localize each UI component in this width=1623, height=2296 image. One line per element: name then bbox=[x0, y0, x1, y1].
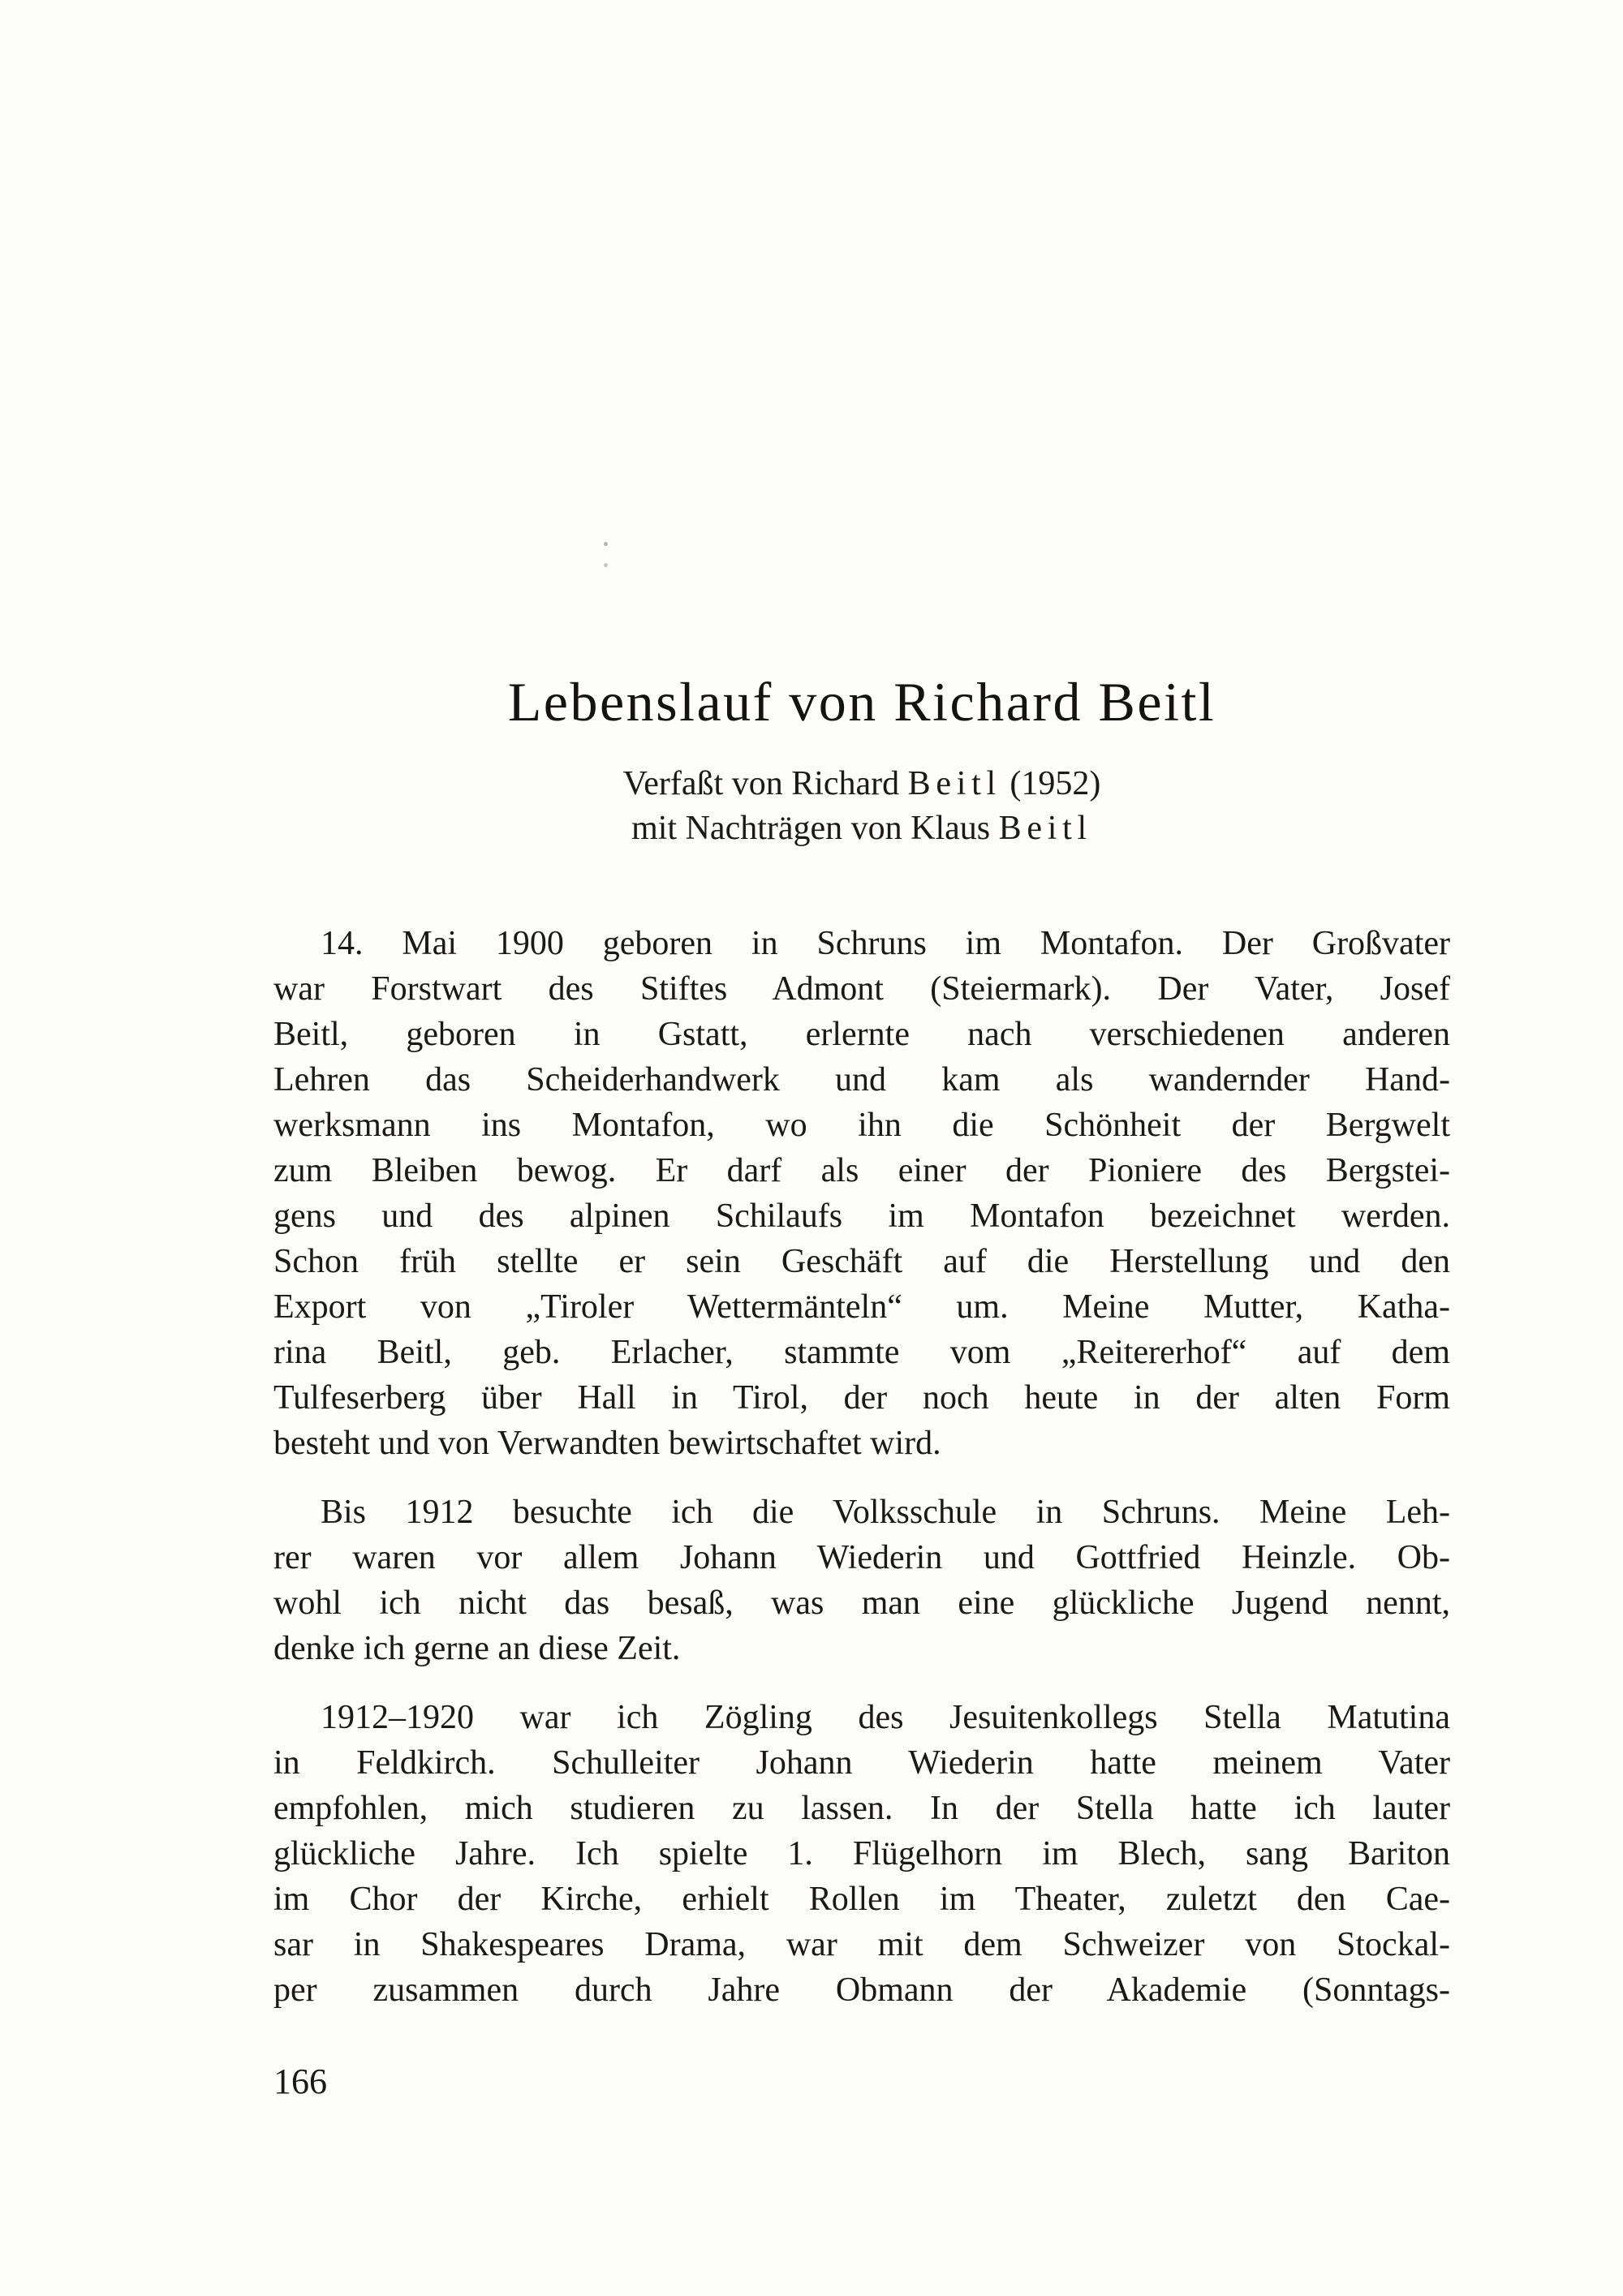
body-text bbox=[273, 921, 1450, 2013]
text-line: Beitl, geboren in Gstatt, erlernte nach verschiedenen anderen bbox=[273, 1015, 1450, 1053]
text-line: glückliche Jahre. Ich spielte 1. Flügelhorn im Blech, sang Bariton bbox=[273, 1834, 1450, 1872]
text-line: Tulfeserberg über Hall in Tirol, der noch heute in der alten Form bbox=[273, 1378, 1450, 1417]
text-line: Schon früh stellte er sein Geschäft auf die Herstellung und den bbox=[273, 1242, 1450, 1280]
subtitle-2-prefix: mit Nachträgen von Klaus bbox=[631, 809, 999, 847]
text-line: im Chor der Kirche, erhielt Rollen im Theater, zuletzt den Cae- bbox=[273, 1880, 1450, 1918]
paragraph bbox=[273, 1695, 1450, 2013]
text-line: Export von „Tiroler Wettermänteln“ um. Meine Mutter, Katha- bbox=[273, 1288, 1450, 1326]
text-block bbox=[273, 0, 1450, 2013]
text-line: besteht und von Verwandten bewirtschaftet wird. bbox=[273, 1424, 941, 1462]
text-line: 14. Mai 1900 geboren in Schruns im Montafon. Der Großvater bbox=[321, 924, 1450, 962]
text-line: Bis 1912 besuchte ich die Volksschule in Schruns. Meine Leh- bbox=[321, 1493, 1450, 1531]
text-line: gens und des alpinen Schilaufs im Montafon bezeichnet werden. bbox=[273, 1197, 1450, 1235]
paragraph bbox=[273, 1490, 1450, 1671]
text-line: denke ich gerne an diese Zeit. bbox=[273, 1629, 681, 1667]
subtitle-line-1 bbox=[273, 762, 1450, 806]
text-line: zum Bleiben bewog. Er darf als einer der Pioniere des Bergstei- bbox=[273, 1151, 1450, 1189]
text-line: sar in Shakespeares Drama, war mit dem Schweizer von Stockal- bbox=[273, 1925, 1450, 1963]
text-line: rer waren vor allem Johann Wiederin und Gottfried Heinzle. Ob- bbox=[273, 1538, 1450, 1576]
text-line: war Forstwart des Stiftes Admont (Steiermark). Der Vater, Josef bbox=[273, 970, 1450, 1008]
subtitle-1-suffix: (1952) bbox=[1001, 764, 1101, 802]
text-line: 1912–1920 war ich Zögling des Jesuitenkollegs Stella Matutina bbox=[321, 1698, 1450, 1736]
text-line: rina Beitl, geb. Erlacher, stammte vom „Reitererhof“ auf dem bbox=[273, 1333, 1450, 1371]
subtitle-1-name: Beitl bbox=[907, 764, 1001, 802]
text-line: wohl ich nicht das besaß, was man eine glückliche Jugend nennt, bbox=[273, 1584, 1450, 1622]
subtitle-1-prefix: Verfaßt von Richard bbox=[622, 764, 908, 802]
page-number: 166 bbox=[273, 2062, 327, 2101]
text-line: werksmann ins Montafon, wo ihn die Schönheit der Bergwelt bbox=[273, 1106, 1450, 1144]
text-line: in Feldkirch. Schulleiter Johann Wiederin hatte meinem Vater bbox=[273, 1743, 1450, 1782]
subtitle-2-name: Beitl bbox=[998, 809, 1092, 847]
text-line: Lehren das Scheiderhandwerk und kam als wandernder Hand- bbox=[273, 1060, 1450, 1099]
page-title: Lebenslauf von Richard Beitl bbox=[507, 671, 1216, 733]
text-line: per zusammen durch Jahre Obmann der Akademie (Sonntags- bbox=[273, 1971, 1450, 2009]
text-line: empfohlen, mich studieren zu lassen. In der Stella hatte ich lauter bbox=[273, 1789, 1450, 1827]
paragraph bbox=[273, 921, 1450, 1466]
subtitle-line-2 bbox=[273, 806, 1450, 851]
